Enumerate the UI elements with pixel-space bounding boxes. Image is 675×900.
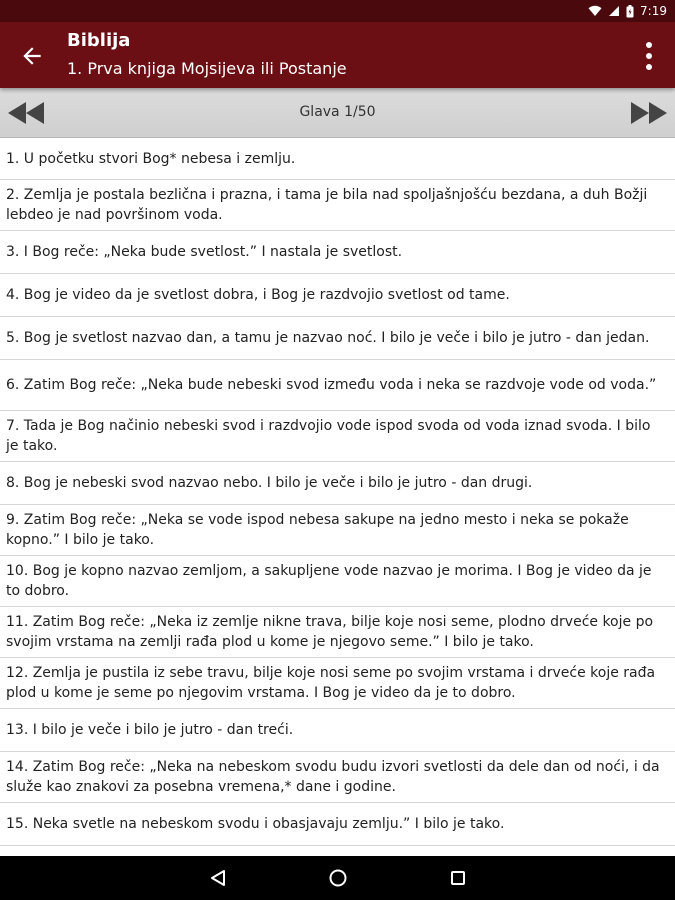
book-subtitle: 1. Prva knjiga Mojsijeva ili Postanje [67,59,347,78]
verse-item[interactable]: 8. Bog je nebeski svod nazvao nebo. I bilo je veče i bilo je jutro - dan drugi. [0,462,675,505]
circle-home-icon [328,868,348,888]
chapter-indicator: Glava 1/50 [299,104,376,120]
status-bar [0,0,675,22]
verse-item[interactable]: 12. Zemlja je pustila iz sebe travu, bilje koje nosi seme po svojim vrstama i drveće koje rađa plod u kome je seme po njegovim vrstama. I Bog je video da je to dobro. [0,658,675,709]
fast-forward-icon [631,102,667,124]
verse-item[interactable]: 5. Bog je svetlost nazvao dan, a tamu je nazvao noć. I bilo je veče i bilo je jutro - dan jedan. [0,317,675,360]
verse-item[interactable]: 3. I Bog reče: „Neka bude svetlost.” I nastala je svetlost. [0,231,675,274]
system-navigation-bar [0,856,675,900]
wifi-icon [588,5,602,17]
square-recents-icon [450,870,466,886]
arrow-back-icon [19,43,45,69]
dot-icon [646,53,652,59]
verse-item[interactable]: 6. Zatim Bog reče: „Neka bude nebeski svod između voda i neka se razdvoje vode od voda.” [0,360,675,411]
dot-icon [646,64,652,70]
next-chapter-button[interactable] [629,99,667,127]
system-home-button[interactable] [323,863,353,893]
verse-item[interactable]: 7. Tada je Bog načinio nebeski svod i razdvojio vode ispod svoda od voda iznad svoda. I bilo je tako. [0,411,675,462]
status-time: 7:19 [640,4,667,18]
verse-item[interactable]: 15. Neka svetle na nebeskom svodu i obasjavaju zemlju.” I bilo je tako. [0,803,675,846]
dot-icon [646,42,652,48]
verse-item[interactable]: 11. Zatim Bog reče: „Neka iz zemlje nikne trava, bilje koje nosi seme, plodno drveće koje po svojim vrstama na zemlji rađa plod u kome je njegovo seme.” I bilo je tako. [0,607,675,658]
system-back-button[interactable] [203,863,233,893]
verse-item[interactable]: 2. Zemlja je postala bezlična i prazna, i tama je bila nad spoljašnjošću bezdana, a duh Božji lebdeo je nad površinom voda. [0,180,675,231]
triangle-back-icon [209,869,227,887]
app-title: Biblija [67,30,131,51]
system-recents-button[interactable] [443,863,473,893]
verse-item[interactable]: 1. U početku stvori Bog* nebesa i zemlju. [0,138,675,180]
verse-item[interactable]: 9. Zatim Bog reče: „Neka se vode ispod nebesa sakupe na jedno mesto i neka se pokaže kopno.” I bilo je tako. [0,505,675,556]
verse-list[interactable] [0,138,675,856]
app-bar [0,22,675,88]
verse-item[interactable]: 10. Bog je kopno nazvao zemljom, a sakupljene vode nazvao je morima. I Bog je video da je to dobro. [0,556,675,607]
verse-item[interactable]: 13. I bilo je veče i bilo je jutro - dan treći. [0,709,675,752]
verse-item[interactable]: 4. Bog je video da je svetlost dobra, i Bog je razdvojio svetlost od tame. [0,274,675,317]
back-button[interactable] [14,38,50,74]
chapter-navigation [0,88,675,138]
overflow-menu-button[interactable] [641,38,657,74]
signal-icon [608,5,620,17]
battery-icon [626,5,634,18]
verse-item[interactable]: 14. Zatim Bog reče: „Neka na nebeskom svodu budu izvori svetlosti da dele dan od noći, i da služe kao znakovi za posebna vremena,* dane i godine. [0,752,675,803]
